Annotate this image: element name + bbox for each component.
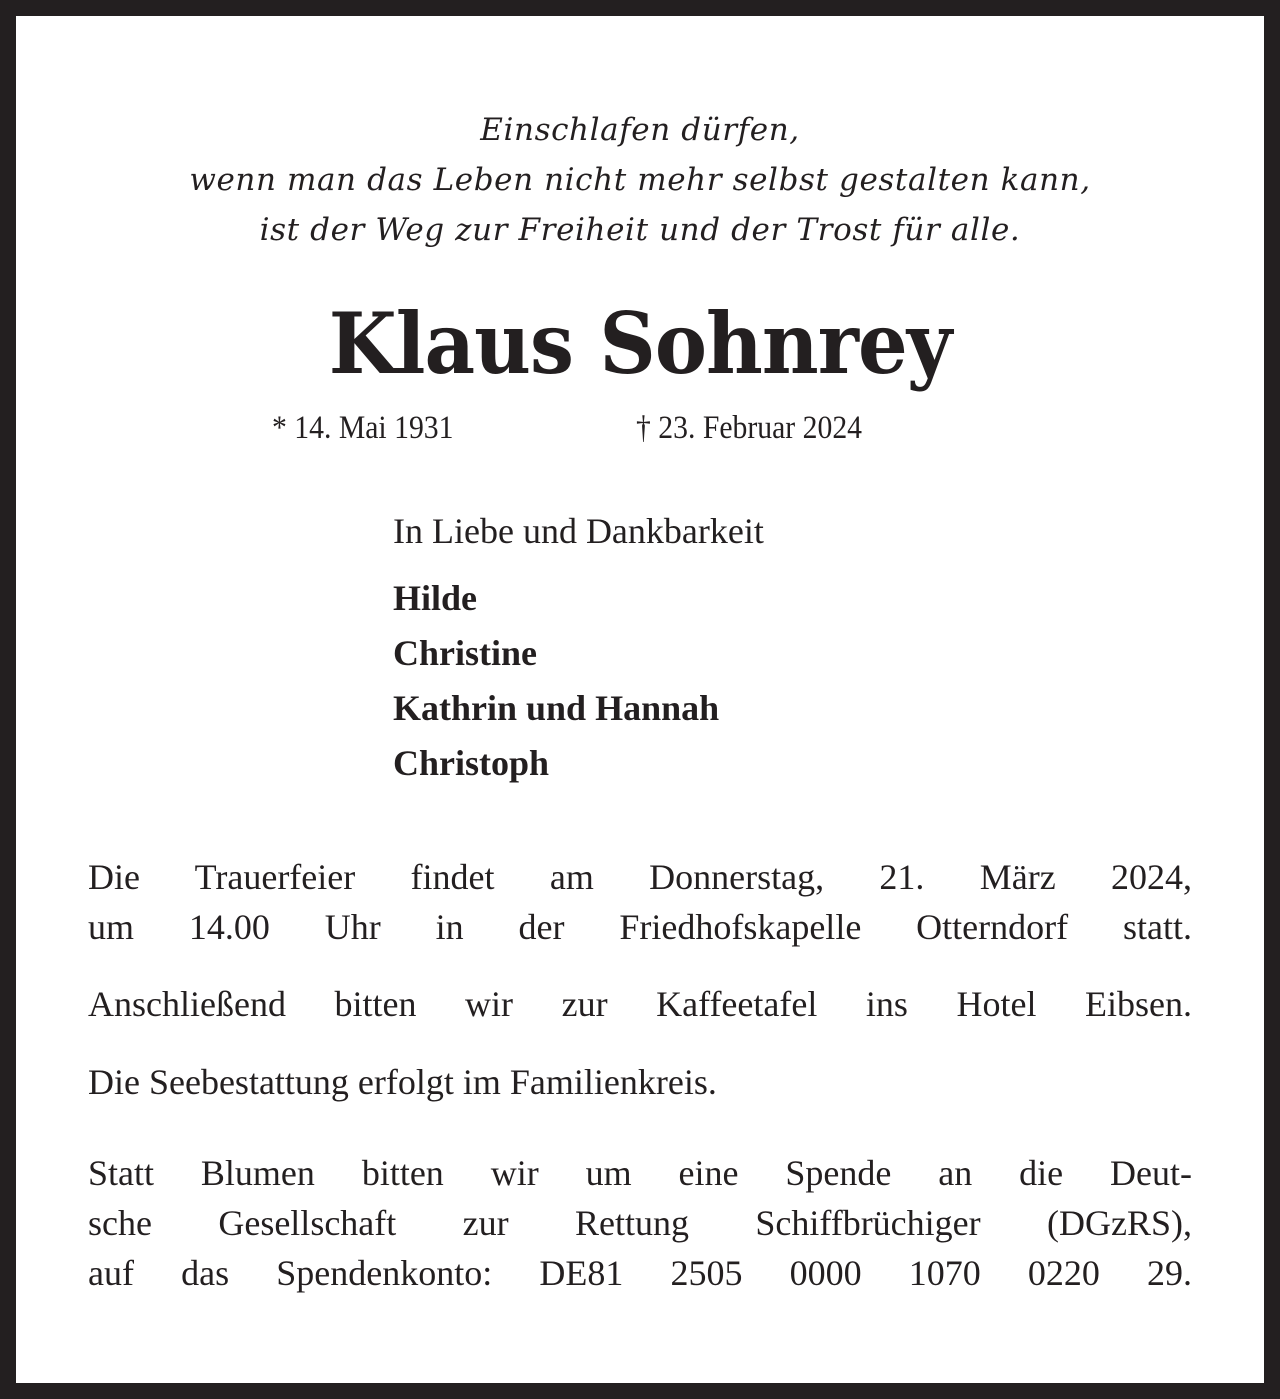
reception-paragraph bbox=[88, 979, 1192, 1029]
donation-line: sche Gesellschaft zur Rettung Schiffbrüchiger (DGzRS), bbox=[88, 1203, 1192, 1243]
quote-line-1: Einschlafen dürfen, bbox=[480, 112, 800, 148]
mourners-intro: In Liebe und Dankbarkeit bbox=[393, 511, 764, 551]
quote-line-3: ist der Weg zur Freiheit und der Trost für alle. bbox=[259, 212, 1021, 248]
birth-date: * 14. Mai 1931 bbox=[272, 410, 454, 446]
mourner-name: Christine bbox=[393, 633, 537, 673]
burial-paragraph bbox=[88, 1057, 1192, 1107]
quote-line-2: wenn man das Leben nicht mehr selbst gestalten kann, bbox=[189, 162, 1091, 198]
burial-line: Die Seebestattung erfolgt im Familienkreis. bbox=[88, 1062, 717, 1102]
death-date: † 23. Februar 2024 bbox=[636, 410, 863, 446]
mourner-name: Christoph bbox=[393, 743, 550, 783]
donation-line: Statt Blumen bitten wir um eine Spende an die Deut- bbox=[88, 1153, 1192, 1193]
deceased-name: Klaus Sohnrey bbox=[328, 294, 952, 393]
ceremony-line: um 14.00 Uhr in der Friedhofskapelle Otterndorf statt. bbox=[88, 907, 1192, 947]
ceremony-paragraph bbox=[88, 852, 1192, 952]
donation-paragraph bbox=[88, 1148, 1192, 1298]
donation-line: auf das Spendenkonto: DE81 2505 0000 1070 0220 29. bbox=[88, 1253, 1192, 1293]
mourner-name: Kathrin und Hannah bbox=[393, 688, 720, 728]
mourner-name: Hilde bbox=[393, 578, 478, 618]
reception-line: Anschließend bitten wir zur Kaffeetafel ins Hotel Eibsen. bbox=[88, 984, 1192, 1024]
ceremony-line: Die Trauerfeier findet am Donnerstag, 21. März 2024, bbox=[88, 857, 1192, 897]
obituary-notice bbox=[16, 16, 1264, 1383]
